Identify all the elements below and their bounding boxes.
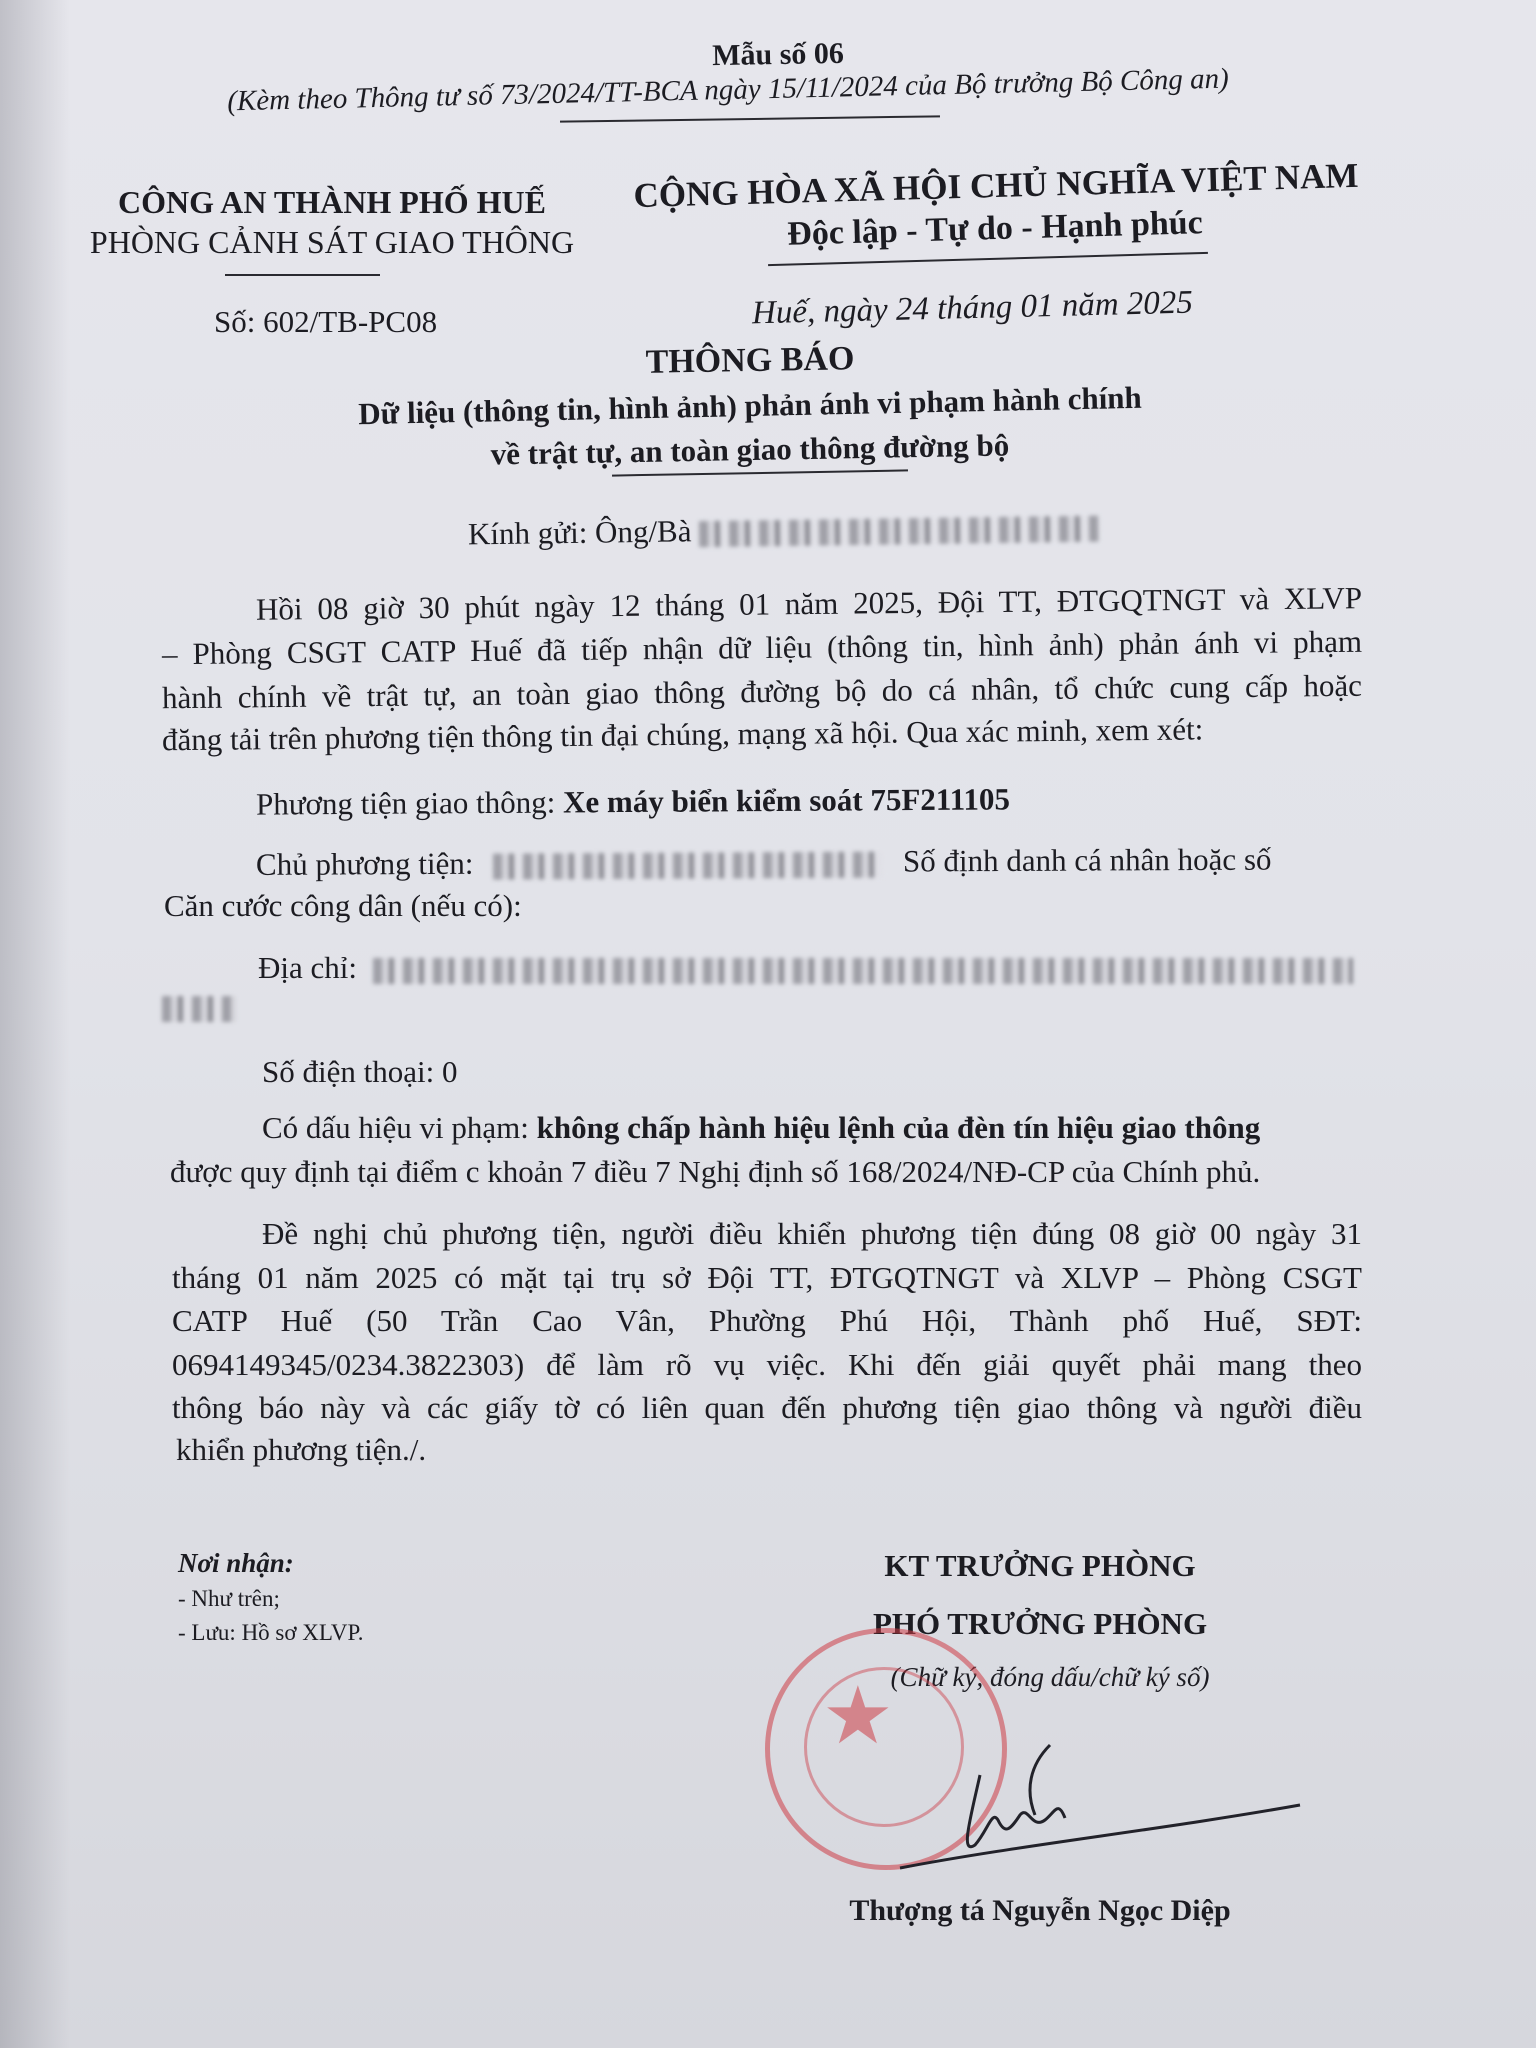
- document-number: Số: 602/TB-PC08: [214, 304, 438, 339]
- nation-motto: Độc lập - Tự do - Hạnh phúc: [786, 204, 1204, 253]
- owner-id-label-2: Căn cước công dân (nếu có):: [164, 888, 522, 923]
- owner-id-label: Số định danh cá nhân hoặc số: [902, 841, 1272, 879]
- notice-subtitle-2: về trật tự, an toàn giao thông đường bộ: [490, 427, 1010, 472]
- recipients-item: - Lưu: Hồ sơ XLVP.: [178, 1620, 364, 1645]
- title-rule: [612, 469, 908, 476]
- paragraph-2-line-3: CATP Huế (50 Trần Cao Vân, Phường Phú Hội, Thành phố Huế, SĐT:: [172, 1303, 1362, 1338]
- recipients-title: Nơi nhận:: [178, 1548, 294, 1578]
- signer-name: Thượng tá Nguyễn Ngọc Diệp: [849, 1894, 1231, 1927]
- violation-line: [262, 1110, 1362, 1146]
- paragraph-1-line-3: hành chính về trật tự, an toàn giao thông đường bộ do cá nhân, tổ chức cung cấp hoặc: [161, 667, 1363, 716]
- star-icon: ★: [822, 1669, 894, 1762]
- paragraph-2-line-1: Đề nghị chủ phương tiện, người điều khiển phương tiện đúng 08 giờ 00 ngày 31: [262, 1216, 1362, 1251]
- agency-rule: [225, 274, 380, 276]
- recipient-line: [468, 508, 1100, 553]
- redacted-recipient-name: [699, 515, 1099, 547]
- notice-title: THÔNG BÁO: [645, 340, 855, 381]
- recipients-item: - Như trên;: [178, 1586, 280, 1611]
- signature-note: (Chữ ký, đóng dấu/chữ ký số): [890, 1662, 1210, 1692]
- nation-name: CỘNG HÒA XÃ HỘI CHỦ NGHĨA VIỆT NAM: [633, 155, 1359, 216]
- vehicle-plate: Xe máy biển kiểm soát 75F211105: [562, 781, 1011, 820]
- vehicle-line: [256, 781, 1010, 822]
- redacted-address: [373, 958, 1353, 984]
- violation-legal-basis: được quy định tại điểm c khoản 7 điều 7 Nghị định số 168/2024/NĐ-CP của Chính phủ.: [170, 1154, 1261, 1189]
- owner-line: [256, 841, 1362, 883]
- form-number: Mẫu số 06: [711, 36, 845, 73]
- header-rule: [560, 115, 940, 122]
- paragraph-2-line-2: tháng 01 năm 2025 có mặt tại trụ sở Đội TT, ĐTGQTNGT và XLVP – Phòng CSGT: [172, 1260, 1362, 1295]
- redacted-address-cont: [162, 996, 236, 1022]
- issue-date: Huế, ngày 24 tháng 01 năm 2025: [751, 284, 1194, 332]
- page-shadow: [0, 0, 70, 2048]
- address-label: Địa chỉ:: [258, 950, 357, 985]
- phone-line: Số điện thoại: 0: [262, 1054, 458, 1089]
- agency-department: PHÒNG CẢNH SÁT GIAO THÔNG: [89, 224, 575, 260]
- violation-value: không chấp hành hiệu lệnh của đèn tín hiệu giao thông: [536, 1110, 1261, 1145]
- redacted-owner-name: [493, 852, 883, 880]
- paragraph-2-line-5: thông báo này và các giấy tờ có liên quan đến phương tiện giao thông và người điều: [172, 1390, 1362, 1425]
- owner-label: Chủ phương tiện:: [255, 845, 474, 882]
- paragraph-1-line-1: Hồi 08 giờ 30 phút ngày 12 tháng 01 năm 2025, Đội TT, ĐTGQTNGT và XLVP: [255, 580, 1363, 627]
- paragraph-1-line-2: – Phòng CSGT CATP Huế đã tiếp nhận dữ liệu (thông tin, hình ảnh) phản ánh vi phạm: [161, 623, 1363, 672]
- paragraph-1-line-4: đăng tải trên phương tiện thông tin đại chúng, mạng xã hội. Qua xác minh, xem xét:: [161, 711, 1204, 758]
- address-line-2: [162, 996, 236, 1022]
- form-reference: (Kèm theo Thông tư số 73/2024/TT-BCA ngày 15/11/2024 của Bộ trưởng Bộ Công an): [226, 62, 1230, 118]
- paragraph-2-line-6: khiển phương tiện./.: [176, 1432, 427, 1467]
- violation-label: Có dấu hiệu vi phạm:: [262, 1110, 529, 1145]
- signature-title-1: KT TRƯỞNG PHÒNG: [884, 1548, 1196, 1583]
- handwritten-signature: [860, 1720, 1310, 1870]
- agency-name: CÔNG AN THÀNH PHỐ HUẾ: [118, 184, 546, 220]
- notice-subtitle-1: Dữ liệu (thông tin, hình ảnh) phản ánh vi phạm hành chính: [357, 379, 1143, 432]
- address-line: [258, 950, 1353, 986]
- paragraph-2-line-4: 0694149345/0234.3822303) để làm rõ vụ việc. Khi đến giải quyết phải mang theo: [172, 1347, 1362, 1382]
- recipient-label: Kính gửi: Ông/Bà: [467, 513, 692, 552]
- motto-rule: [768, 252, 1208, 266]
- signature-title-2: PHÓ TRƯỞNG PHÒNG: [872, 1606, 1208, 1641]
- vehicle-label: Phương tiện giao thông:: [255, 784, 556, 822]
